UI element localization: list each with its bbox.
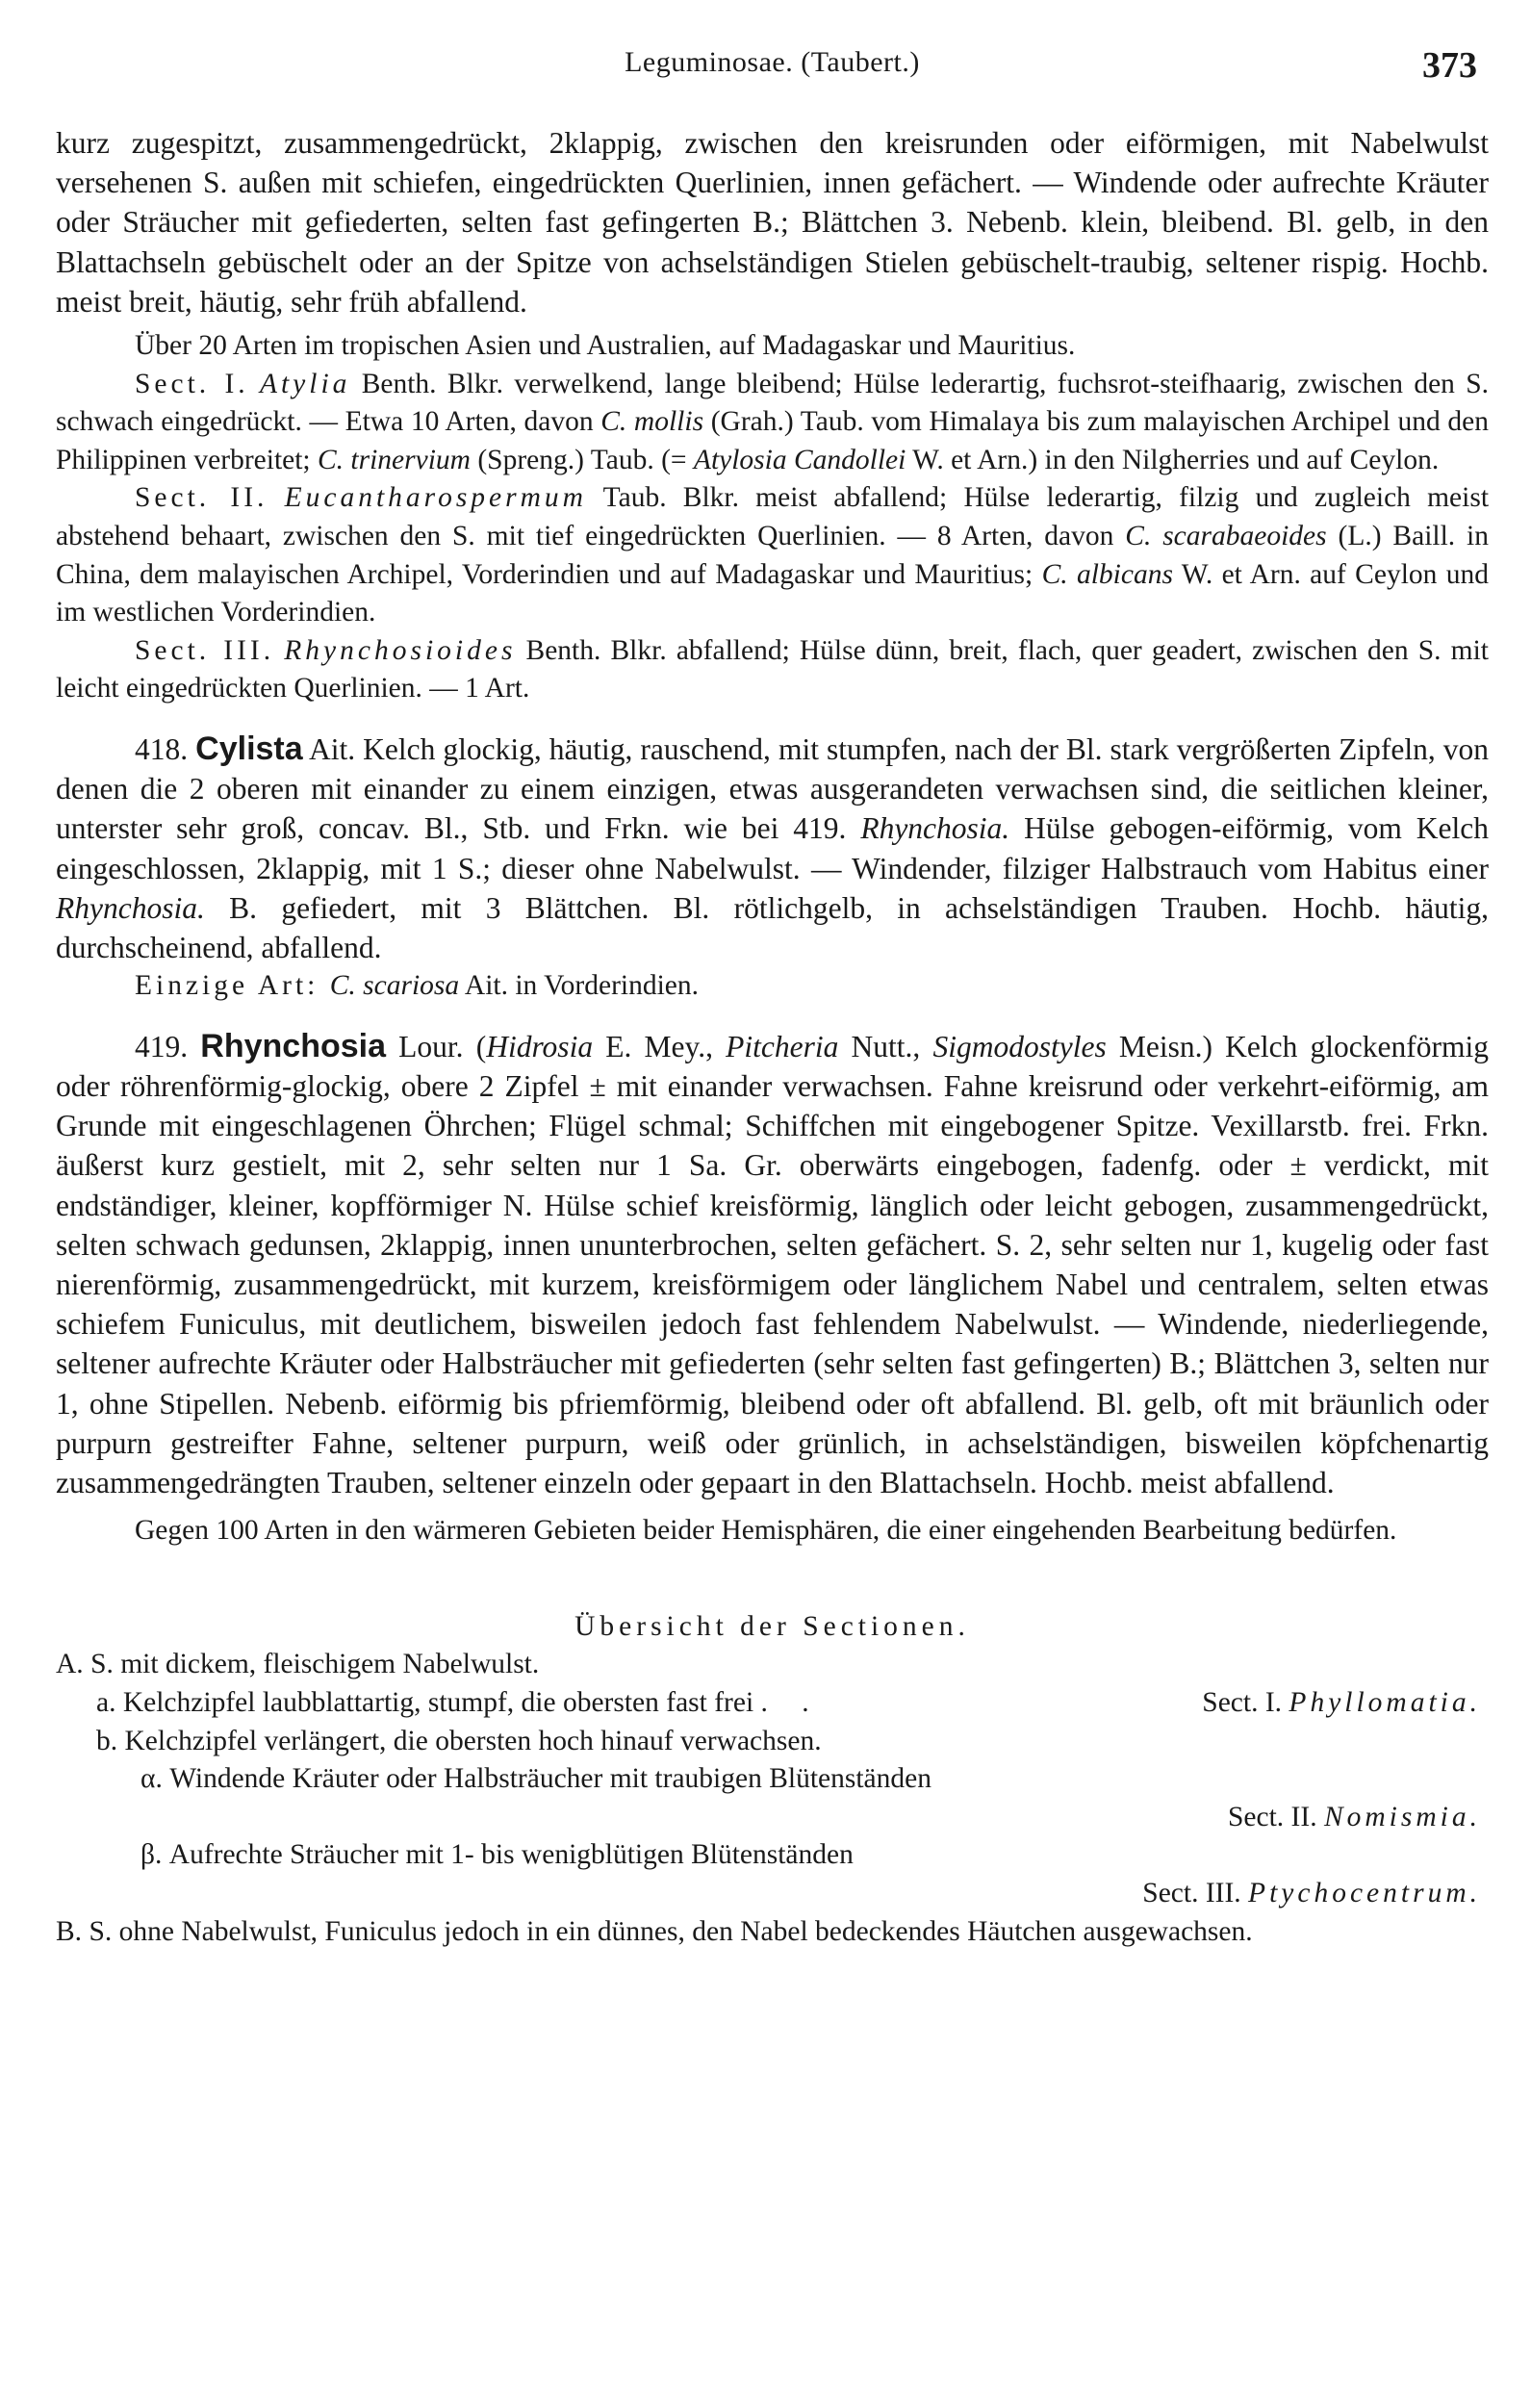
key-label: B.	[56, 1915, 83, 1947]
species-name: C. scariosa	[329, 970, 460, 1002]
key-item-alpha	[56, 1760, 1489, 1799]
key-text: Aufrechte Sträucher mit 1- bis wenigblütigen Blütenständen	[162, 1839, 854, 1871]
key-text: S. ohne Nabelwulst, Funiculus jedoch in ein dünnes, den Nabel bedeckendes Häutchen ausgewachsen.	[82, 1915, 1253, 1947]
key-label: b.	[96, 1725, 118, 1756]
note-label: Einzige Art:	[135, 970, 330, 1002]
key-item-a	[56, 1684, 1489, 1723]
key-section-name: Nomismia.	[1323, 1801, 1481, 1832]
genus-reference: Rhynchosia.	[860, 811, 1010, 846]
section-1-paragraph	[56, 366, 1489, 480]
key-section-name: Ptychocentrum.	[1248, 1877, 1481, 1908]
key-label: A.	[56, 1649, 84, 1680]
distribution-note-rhynchosia: Gegen 100 Arten in den wärmeren Gebieten beider Hemisphären, die einer eingehenden Bearbeitung bedürfen.	[135, 1515, 1397, 1547]
genus-author: Ait.	[302, 731, 356, 766]
section-text: Taub. Blkr. meist abfallend; Hülse lederartig, filzig und zugleich meist abstehend behaart, zwischen den S. mit tief eingedrückten Querlinien. — 8 Arten, davon	[56, 482, 1490, 551]
section-text: (Spreng.) Taub. (=	[470, 444, 694, 475]
key-item-alpha-section	[56, 1799, 1489, 1837]
key-section-label: Sect. I.	[1202, 1686, 1283, 1718]
section-name: Eucantharospermum	[284, 482, 587, 514]
section-key	[56, 1608, 1489, 1951]
genus-text: Hülse gebogen-eiförmig, vom Kelch eingeschlossen, 2klappig, mit 1 S.; dieser ohne Nabelwulst. — Windender, filziger Halbstrauch vom Habitus einer	[56, 811, 1490, 885]
distribution-note-cylista: Über 20 Arten im tropischen Asien und Australien, auf Madagaskar und Mauritius.	[135, 330, 1076, 362]
key-section-label: Sect. II.	[1228, 1801, 1317, 1832]
genus-author: Lour. (	[386, 1029, 487, 1063]
key-text: Kelchzipfel verlängert, die obersten hoch hinauf verwachsen.	[117, 1725, 822, 1756]
key-label: α.	[140, 1763, 163, 1795]
synonym-author: Meisn.)	[1106, 1029, 1212, 1063]
synonym-author: Nutt.,	[838, 1029, 933, 1063]
genus-reference: Rhynchosia.	[56, 890, 205, 925]
note-text: Ait. in Vorderindien.	[459, 970, 700, 1002]
key-section-name: Phyllomatia.	[1289, 1686, 1481, 1718]
genus-number: 419.	[135, 1029, 189, 1063]
key-item-b	[56, 1723, 1489, 1761]
key-text: Windende Kräuter oder Halbsträucher mit traubigen Blütenständen	[162, 1763, 931, 1795]
section-text: (L.) Baill. in China, dem malayischen Archipel, Vorderindien und auf Madagaskar und Mauritius;	[56, 520, 1489, 590]
running-title: Leguminosae. (Taubert.)	[625, 46, 920, 78]
species-name: C. mollis	[600, 406, 704, 438]
genus-name: Cylista	[195, 730, 303, 767]
section-name: Atylia	[259, 368, 351, 399]
genus-418-species-note	[56, 967, 1489, 1006]
key-text: S. mit dickem, fleischigem Nabelwulst.	[83, 1649, 540, 1680]
synonym-name: Sigmodostyles	[932, 1029, 1107, 1063]
section-text: W. et Arn. auf Ceylon und im westlichen Vorderindien.	[56, 558, 1489, 628]
section-name: Rhynchosioides	[284, 634, 517, 666]
key-text: Kelchzipfel laubblattartig, stumpf, die obersten fast frei	[115, 1686, 754, 1718]
key-label: a.	[96, 1686, 116, 1718]
section-text: Benth. Blkr. abfallend; Hülse dünn, breit, flach, quer geadert, zwischen den S. mit leicht eingedrückten Querlinien. — 1 Art.	[56, 634, 1490, 704]
key-section-label: Sect. III.	[1142, 1877, 1241, 1908]
page-header	[56, 38, 1489, 123]
section-label: Sect. I.	[135, 368, 249, 399]
section-3-paragraph	[56, 632, 1489, 708]
section-label: Sect. II.	[135, 482, 268, 514]
key-item-beta	[56, 1836, 1489, 1875]
genus-text: Kelch glockig, häutig, rauschend, mit stumpfen, nach der Bl. stark vergrößerten Zipfeln, von denen die 2 oberen mit einander zu einem einzigen, etwas ausgerandeten verwachsen sind, die seitlichen kleiner, unterster sehr groß, concav. Bl., Stb. und Frkn. wie bei 419.	[56, 731, 1490, 846]
species-name: Atylosia Candollei	[693, 444, 906, 475]
key-leader: . .	[760, 1686, 823, 1718]
section-2-paragraph	[56, 479, 1489, 631]
genus-text: Kelch glockenförmig oder röhrenförmig-glockig, obere 2 Zipfel ± mit einander verwachsen. Fahne kreisrund oder verkehrt-eiförmig, am Grunde mit eingeschlagenen Öhrchen; Flügel schmal; Schiffchen mit eingebogener Spitze. Vexillarstb. frei. Frkn. äußerst kurz gestielt, mit 2, sehr selten nur 1 Sa. Gr. oberwärts eingebogen, fadenfg. oder ± verdickt, mit endständiger, kleiner, kopfförmiger N. Hülse schief kreisförmig, länglich oder leicht gebogen, zusammengedrückt, selten schwach gedunsen, 2klappig, innen ununterbrochen, selten gefächert. S. 2, sehr selten nur 1, kugelig oder fast nierenförmig, zusammengedrückt, mit kurzem, kreisförmigem oder länglichem Nabel und centralem, selten etwas schiefem Funiculus, mit deutlichem, bisweilen jedoch fast fehlendem Nabelwulst. — Windende, niederliegende, seltener aufrechte Kräuter oder Halbsträucher mit gefiederten (sehr selten fast gefingerten) B.; Blättchen 3, selten nur 1, ohne Stipellen. Nebenb. eiförmig bis pfriemförmig, bleibend oder oft abfallend. Bl. gelb, oft mit bräunlich oder purpurn gestreifter Fahne, seltener purpurn, weiß oder grünlich, in achselständigen, bisweilen köpfchenartig zusammengedrängten Trauben, seltener einzeln oder gepaart in den Blattachseln. Hochb. meist abfallend.	[56, 1029, 1489, 1499]
key-item-B	[56, 1913, 1489, 1952]
page-number: 373	[1422, 45, 1477, 86]
key-title: Übersicht der Sectionen.	[574, 1610, 970, 1642]
genus-number: 418.	[135, 731, 189, 766]
section-label: Sect. III.	[135, 634, 275, 666]
key-item-A	[56, 1646, 1489, 1684]
genus-name: Rhynchosia	[200, 1027, 387, 1064]
species-name: C. albicans	[1041, 558, 1173, 590]
species-name: C. scarabaeoides	[1125, 520, 1327, 551]
synonym-name: Pitcheria	[726, 1029, 839, 1063]
synonym-author: E. Mey.,	[593, 1029, 727, 1063]
section-text: Benth. Blkr. verwelkend, lange bleibend; Hülse lederartig, fuchsrot-steifhaarig, zwischen den S. schwach eingedrückt. — Etwa 10 Arten, davon	[56, 368, 1489, 438]
genus-419-paragraph	[56, 1027, 1489, 1502]
genus-text: B. gefiedert, mit 3 Blättchen. Bl. rötlichgelb, in achselständigen Trauben. Hochb. häutig, durchscheinend, abfallend.	[56, 890, 1489, 964]
key-item-beta-section	[56, 1875, 1489, 1913]
key-label: β.	[140, 1839, 163, 1871]
species-name: C. trinervium	[318, 444, 471, 475]
intro-paragraph: kurz zugespitzt, zusammengedrückt, 2klappig, zwischen den kreisrunden oder eiförmigen, mit Nabelwulst versehenen S. außen mit schiefen, eingedrückten Querlinien, innen gefächert. — Windende oder aufrechte Kräuter oder Sträucher mit gefiederten, selten fast gefingerten B.; Blättchen 3. Nebenb. klein, bleibend. Bl. gelb, in den Blattachseln gebüschelt oder an der Spitze von achselständigen Stielen gebüschelt-traubig, seltener rispig. Hochb. meist breit, häutig, sehr früh abfallend.	[56, 126, 1489, 319]
section-text: W. et Arn.) in den Nilgherries und auf Ceylon.	[906, 444, 1440, 475]
synonym-name: Hidrosia	[486, 1029, 594, 1063]
genus-418-paragraph	[56, 730, 1489, 967]
section-text: (Grah.) Taub. vom Himalaya bis zum malayischen Archipel und den Philippinen verbreitet;	[56, 406, 1489, 475]
